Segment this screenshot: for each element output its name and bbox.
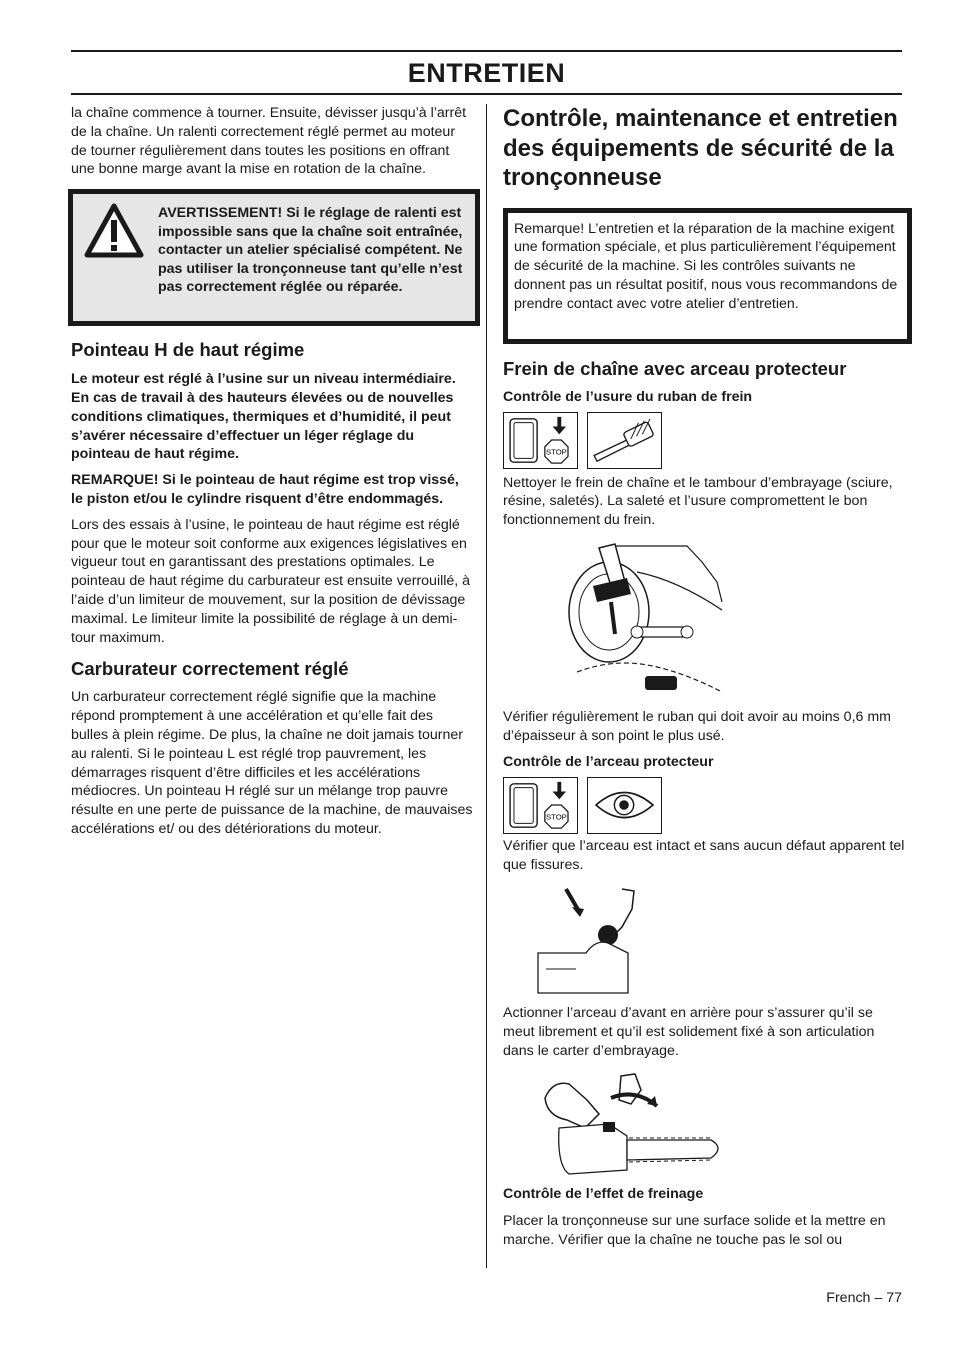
left-column (71, 104, 473, 839)
page-footer: French – 77 (826, 1290, 902, 1306)
page-title: ENTRETIEN (407, 58, 566, 88)
chain-brake-guard-illustration (536, 883, 666, 998)
usure-heading: Contrôle de l’usure du ruban de frein (503, 388, 753, 405)
brush-pictogram-icon (587, 412, 662, 469)
pointeau-bold-paragraph-2: REMARQUE! Si le pointeau de haut régime est trop vissé, le piston et/ou le cylindre risquent d’être endommagés. (71, 472, 459, 507)
brake-band-cleaning-illustration (537, 542, 727, 702)
engine-stop-pictogram-icon (503, 777, 578, 834)
actionner-body: Actionner l’arceau d’avant en arrière pour s’assurer qu’il se meut librement et qu’il est solidement fixé à son articulation dans le carter d’embrayage. (503, 1005, 875, 1059)
warning-box (68, 189, 480, 326)
stop-label: STOP (545, 446, 567, 456)
warning-triangle-icon (83, 202, 145, 260)
carburateur-heading: Carburateur correctement réglé (71, 658, 349, 680)
warning-text: AVERTISSEMENT! Si le réglage de ralenti est impossible sans que la chaîne soit entraînée, contacter un atelier spécialisé compétent. Ne pas utiliser la tronçonneuse tant qu’elle n’est pas correctement réglée ou réparée. (158, 205, 463, 296)
usure-pictogram-row (503, 412, 905, 469)
column-divider (486, 104, 487, 1268)
arceau-body: Vérifier que l’arceau est intact et sans aucun défaut apparent tel que fissures. (503, 838, 905, 874)
usure-body: Nettoyer le frein de chaîne et le tambour d’embrayage (sciure, résine, saletés). La saleté et l’usure compromettent le bon fonctionnement du frein. (503, 474, 893, 529)
effet-body: Placer la tronçonneuse sur une surface solide et la mettre en marche. Vérifier que la chaîne ne touche pas le sol ou (503, 1213, 886, 1249)
stop-label: STOP (545, 812, 567, 822)
arceau-pictogram-row (503, 777, 905, 834)
pointeau-bold-paragraph-1: Le moteur est réglé à l’usine sur un niveau intermédiaire. En cas de travail à des hauteurs élevées ou de nouvelles conditions climatiques, thermiques et d’humidité, il peut s’avérer nécessaire d’effectuer un léger réglage du pointeau de haut régime. (71, 371, 456, 463)
header-rule-top (71, 50, 902, 52)
intro-paragraph: la chaîne commence à tourner. Ensuite, dévisser jusqu’à l’arrêt de la chaîne. Un ralenti correctement réglé permet au moteur de tourner régulièrement dans toutes les positions en offrant une bonne marge avant la mise en rotation de la chaîne. (71, 105, 467, 178)
right-column (503, 104, 905, 1250)
arceau-heading: Contrôle de l’arceau protecteur (503, 754, 714, 771)
note-box (503, 208, 912, 344)
pointeau-body: Lors des essais à l’usine, le pointeau de haut régime est réglé pour que le moteur soit conforme aux exigences législatives en vigueur tout en garantissant des prestations optimales. Le pointeau de haut régime du carburateur est ensuite verrouillé, à l’aide d’un limiteur de mouvement, sur la position de dévissage maximal. Le limiteur limite la possibilité de réglage à un demi-tour maximum. (71, 516, 471, 646)
header-rule-bottom (71, 93, 902, 95)
engine-stop-pictogram-icon (503, 412, 578, 469)
section-heading: Contrôle, maintenance et entretien des équipements de sécurité de la tronçonneuse (503, 105, 898, 191)
frein-heading: Frein de chaîne avec arceau protecteur (503, 357, 847, 379)
ruban-body: Vérifier régulièrement le ruban qui doit avoir au moins 0,6 mm d’épaisseur à son point le plus usé. (503, 708, 891, 744)
guard-movement-illustration (539, 1070, 729, 1180)
eye-inspection-pictogram-icon (587, 777, 662, 834)
note-text: Remarque! L’entretien et la réparation de la machine exigent une formation spéciale, et plus particulièrement l’équipement de sécurité de la machine. Si les contrôles suivants ne donnent pas un résultat positif, nous vous recommandons de prendre contact avec votre atelier d’entretien. (514, 220, 898, 312)
pointeau-heading: Pointeau H de haut régime (71, 339, 305, 361)
carburateur-body: Un carburateur correctement réglé signifie que la machine répond promptement à une accélération et qu’elle fait des bulles à plein régime. De plus, la chaîne ne doit jamais tourner au ralenti. Si le pointeau L est réglé trop pauvrement, les démarrages risquent d’être difficiles et les accélérations médiocres. Un pointeau H réglé sur un mélange trop pauvre résulte en une perte de puissance de la machine, de mauvaises accélérations et/ ou des détériorations du moteur. (71, 689, 473, 837)
effet-heading: Contrôle de l’effet de freinage (503, 1186, 704, 1203)
